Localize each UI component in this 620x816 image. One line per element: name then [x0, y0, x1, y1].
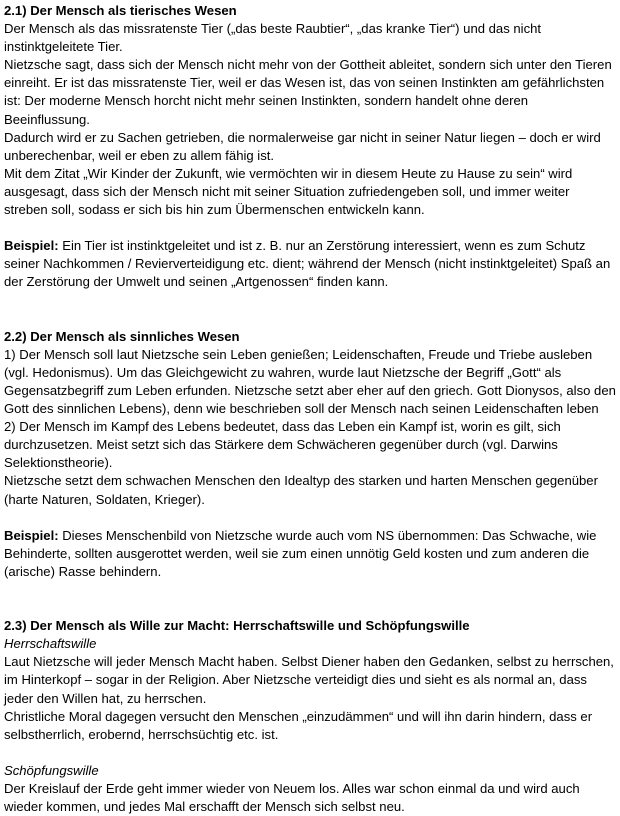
- blank-line: [4, 509, 616, 527]
- paragraph: Der Kreislauf der Erde geht immer wieder von Neuem los. Alles war schon einmal da und wird auch wieder kommen, und jedes Mal erschafft der Mensch sich selbst neu.: [4, 781, 580, 815]
- example-label: Beispiel:: [4, 527, 59, 543]
- subheading: Herrschaftswille: [4, 636, 97, 652]
- blank-line: [4, 292, 616, 328]
- paragraph: Nietzsche setzt dem schwachen Menschen den Idealtyp des starken und harten Menschen gegenüber (harte Naturen, Soldaten, Krieger).: [4, 473, 598, 507]
- subheading: Schöpfungswille: [4, 762, 99, 778]
- section-heading: 2.3) Der Mensch als Wille zur Macht: Herrschaftswille und Schöpfungswille: [4, 618, 470, 634]
- section-heading: 2.2) Der Mensch als sinnliches Wesen: [4, 328, 240, 344]
- paragraph: Dadurch wird er zu Sachen getrieben, die normalerweise gar nicht in seiner Natur liegen – doch er wird unberechenbar, weil er eben zu allem fähig ist.: [4, 129, 601, 163]
- example-label: Beispiel:: [4, 238, 59, 254]
- paragraph: Nietzsche sagt, dass sich der Mensch nicht mehr von der Gottheit ableitet, sondern sich unter den Tieren einreiht. Er ist das missratenste Tier, weil er das Wesen ist, das von seinen Instinkten am gefährlichsten ist: Der moderne Mensch horcht nicht mehr seinen Instinkten, sondern handelt ohne deren Beeinflussung.: [4, 57, 612, 127]
- paragraph: 1) Der Mensch soll laut Nietzsche sein Leben genießen; Leidenschaften, Freude und Triebe ausleben (vgl. Hedonismus). Um das Gleichgewicht zu wahren, wurde laut Nietzsche der Begriff „Gott“ als Gegensatzbegriff zum Leben erfunden. Nietzsche setzt aber eher auf den griech. Gott Dionysos, also den Gott des sinnlichen Lebens), denn wie beschrieben soll der Mensch nach seinen Leidenschaften leben: [4, 346, 616, 417]
- document-page: [4, 2, 616, 816]
- example-text: Dieses Menschenbild von Nietzsche wurde auch vom NS übernommen: Das Schwache, wie Behinderte, sollten ausgerottet werden, weil sie zum einen unnötig Geld kosten und zum anderen die (arische) Rasse behindern.: [4, 527, 597, 579]
- paragraph: Mit dem Zitat „Wir Kinder der Zukunft, wie vermöchten wir in diesem Heute zu Hause zu sein“ wird ausgesagt, dass sich der Mensch nicht mit seiner Situation zufriedengeben soll, und immer weiter streben soll, sodass er sich bis hin zum Übermenschen entwickeln kann.: [4, 165, 573, 218]
- example-paragraph: [4, 237, 616, 291]
- blank-line: [4, 744, 616, 762]
- example-paragraph: [4, 527, 616, 581]
- paragraph: 2) Der Mensch im Kampf des Lebens bedeutet, dass das Leben ein Kampf ist, worin es gilt, sich durchzusetzen. Meist setzt sich das Stärkere dem Schwächeren gegenüber durch (vgl. Darwins Selektionstheorie).: [4, 419, 561, 471]
- blank-line: [4, 219, 616, 237]
- section-heading: 2.1) Der Mensch als tierisches Wesen: [4, 3, 237, 18]
- blank-line: [4, 581, 616, 617]
- paragraph: Christliche Moral dagegen versucht den Menschen „einzudämmen“ und will ihn darin hindern, dass er selbstherrlich, erobernd, herrschsüchtig etc. ist.: [4, 708, 593, 742]
- paragraph: Laut Nietzsche will jeder Mensch Macht haben. Selbst Diener haben den Gedanken, selbst zu herrschen, im Hinterkopf – sogar in der Religion. Aber Nietzsche verteidigt dies und sieht es als normal an, dass jeder den Willen hat, zu herrschen.: [4, 654, 614, 706]
- example-text: Ein Tier ist instinktgeleitet und ist z. B. nur an Zerstörung interessiert, wenn es zum Schutz seiner Nachkommen / Revierverteidigung etc. dient; während der Mensch (nicht instinktgeleitet) Spaß an der Zerstörung der Umwelt und seinen „Artgenossen“ finden kann.: [4, 238, 611, 290]
- paragraph: Der Mensch als das missratenste Tier („das beste Raubtier“, „das kranke Tier“) und das nicht instinktgeleitete Tier.: [4, 21, 542, 55]
